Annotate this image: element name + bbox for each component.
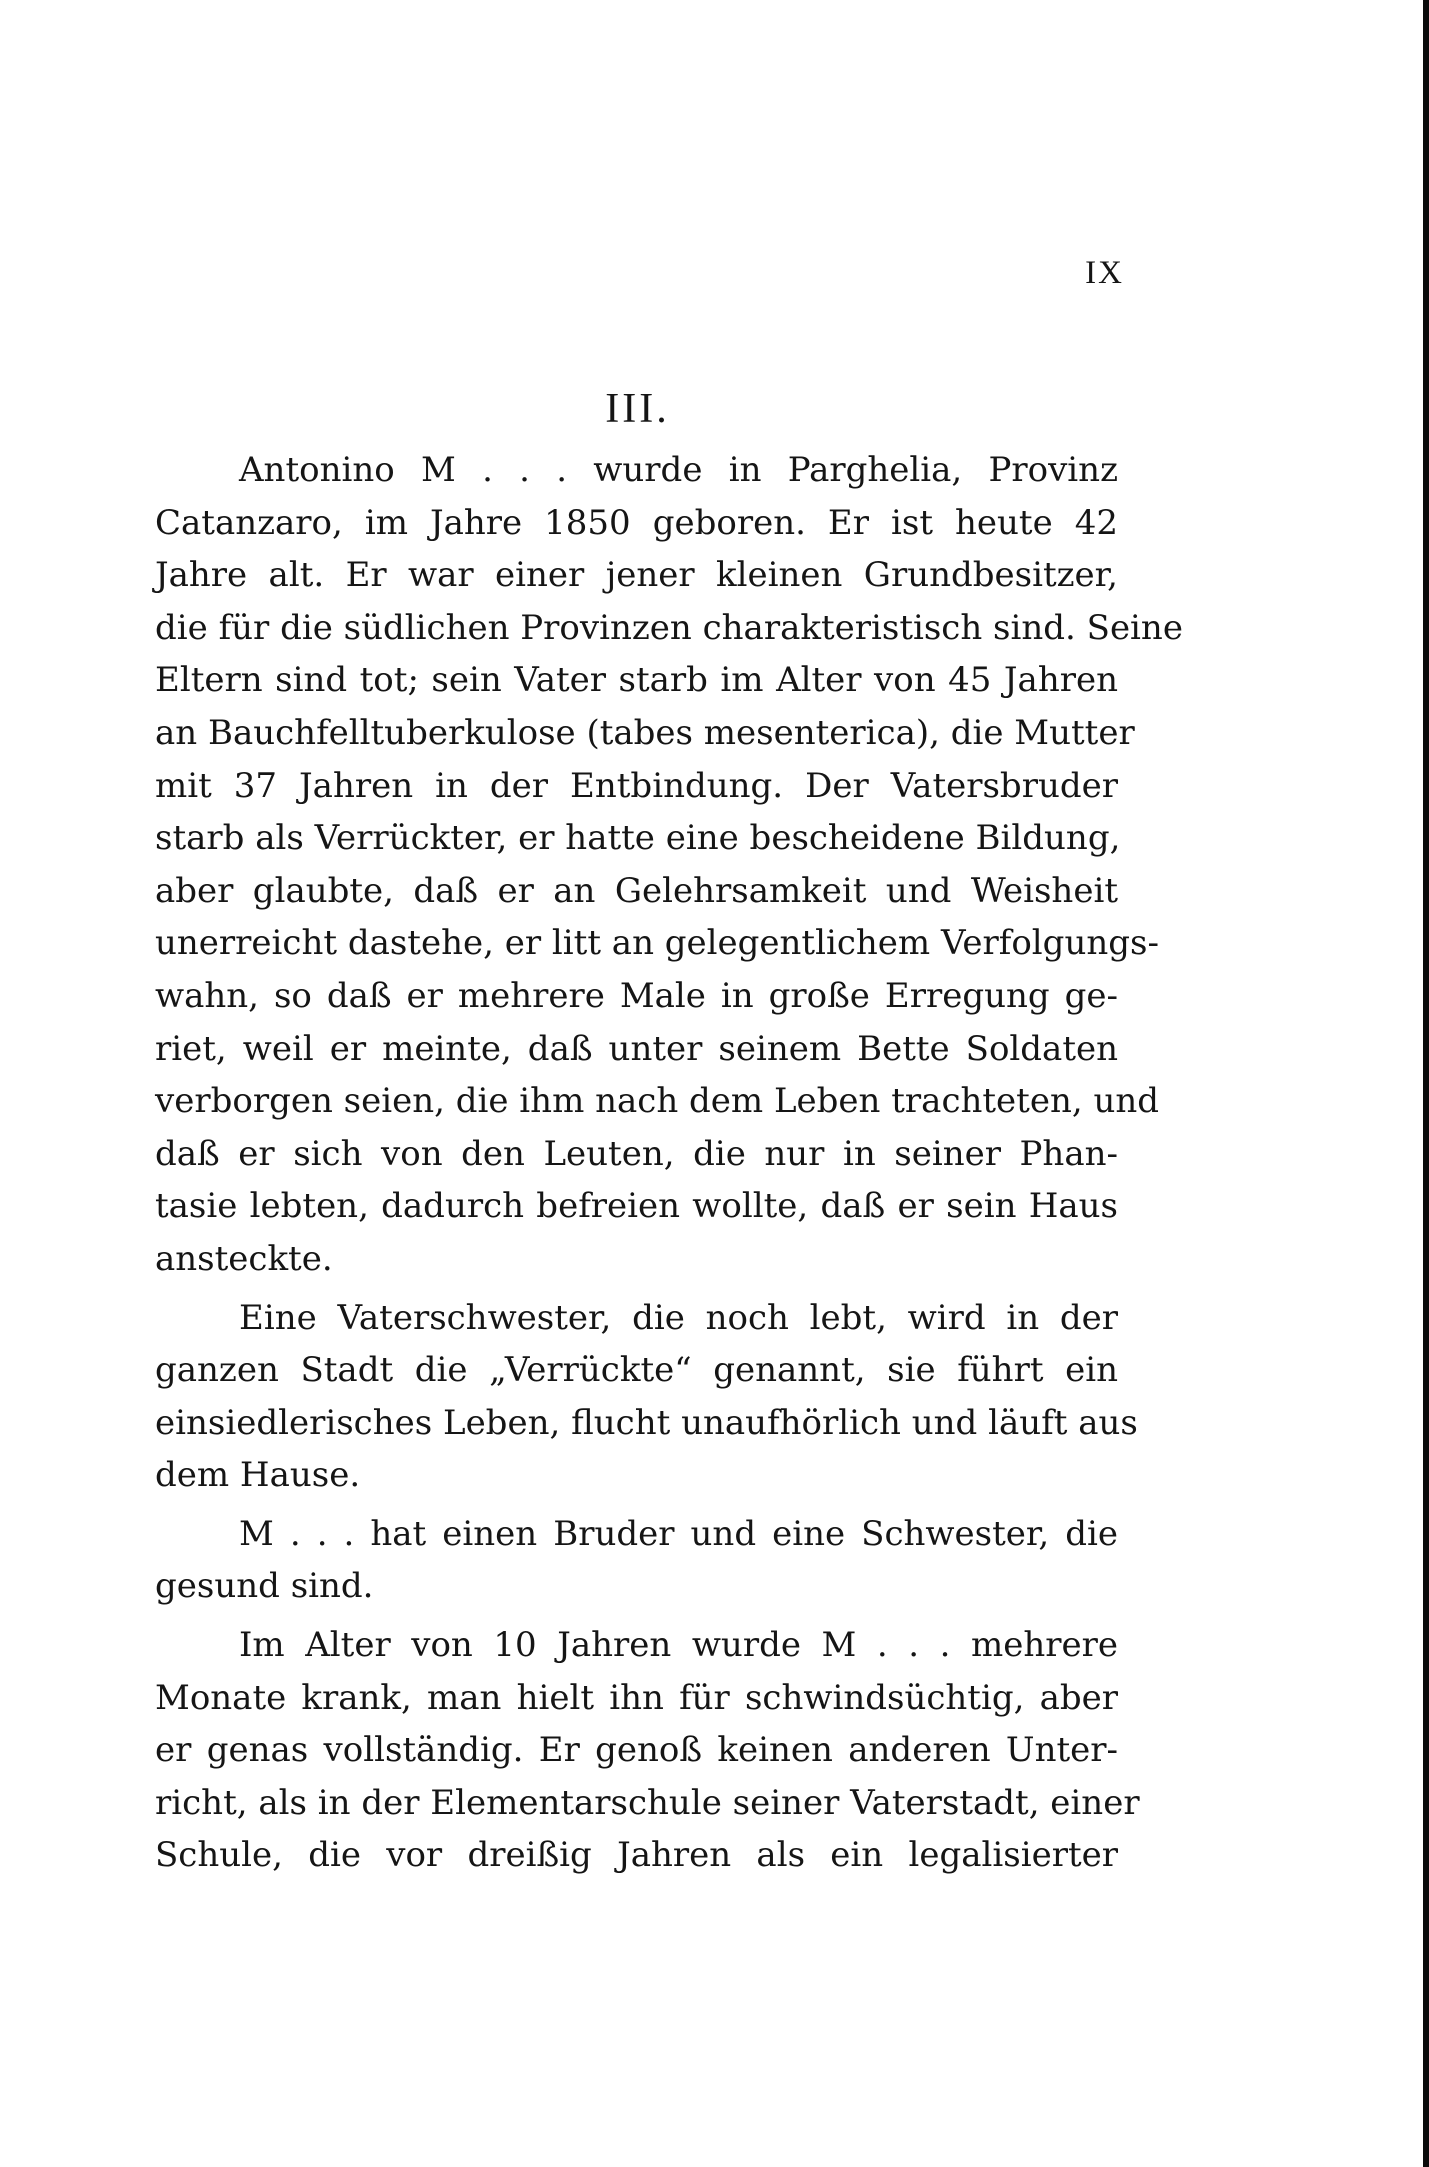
- text-line: unerreicht dastehe, er litt an gelegentlichem Verfolgungs-: [155, 923, 1159, 964]
- text-line: gesund sind.: [155, 1566, 374, 1607]
- text-line: riet, weil er meinte, daß unter seinem Bette Soldaten: [155, 1028, 1118, 1069]
- text-line: Catanzaro, im Jahre 1850 geboren. Er ist heute 42: [155, 502, 1118, 543]
- text-line: ansteckte.: [155, 1238, 333, 1279]
- text-line: verborgen seien, die ihm nach dem Leben trachteten, und: [155, 1081, 1160, 1122]
- text-line: Eltern sind tot; sein Vater starb im Alter von 45 Jahren: [155, 660, 1118, 701]
- text-line: Monate krank, man hielt ihn für schwindsüchtig, aber: [155, 1677, 1118, 1718]
- text-line: Schule, die vor dreißig Jahren als ein legalisierter: [155, 1835, 1118, 1876]
- text-line: starb als Verrückter, er hatte eine bescheidene Bildung,: [155, 818, 1121, 859]
- text-line: Im Alter von 10 Jahren wurde M . . . mehrere: [239, 1625, 1118, 1666]
- paragraph-4: [155, 1619, 1140, 1882]
- text-line: aber glaubte, daß er an Gelehrsamkeit und Weisheit: [155, 870, 1118, 911]
- text-line: richt, als in der Elementarschule seiner Vaterstadt, einer: [155, 1782, 1140, 1823]
- section-title: III.: [605, 386, 670, 432]
- text-line: mit 37 Jahren in der Entbindung. Der Vatersbruder: [155, 765, 1118, 806]
- text-line: daß er sich von den Leuten, die nur in seiner Phan-: [155, 1133, 1118, 1174]
- paragraph-3: [155, 1508, 1118, 1613]
- paragraph-1: [155, 444, 1183, 1286]
- text-line: die für die südlichen Provinzen charakteristisch sind. Seine: [155, 607, 1183, 648]
- text-line: Eine Vaterschwester, die noch lebt, wird in der: [239, 1297, 1118, 1338]
- page-number: IX: [1085, 255, 1124, 291]
- text-line: er genas vollständig. Er genoß keinen anderen Unter-: [155, 1730, 1118, 1771]
- page-edge-shadow: [1423, 0, 1429, 2167]
- text-line: tasie lebten, dadurch befreien wollte, daß er sein Haus: [155, 1186, 1118, 1227]
- body-text: [155, 444, 1183, 1882]
- text-line: Jahre alt. Er war einer jener kleinen Grundbesitzer,: [155, 555, 1118, 596]
- text-line: M . . . hat einen Bruder und eine Schwester, die: [239, 1513, 1118, 1554]
- text-line: dem Hause.: [155, 1455, 361, 1496]
- paragraph-2: [155, 1292, 1138, 1502]
- text-line: einsiedlerisches Leben, flucht unaufhörlich und läuft aus: [155, 1402, 1138, 1443]
- text-line: Antonino M . . . wurde in Parghelia, Provinz: [239, 450, 1118, 490]
- text-line: ganzen Stadt die „Verrückte“ genannt, sie führt ein: [155, 1350, 1118, 1391]
- text-line: wahn, so daß er mehrere Male in große Erregung ge-: [155, 975, 1118, 1016]
- text-line: an Bauchfelltuberkulose (tabes mesenterica), die Mutter: [155, 712, 1135, 753]
